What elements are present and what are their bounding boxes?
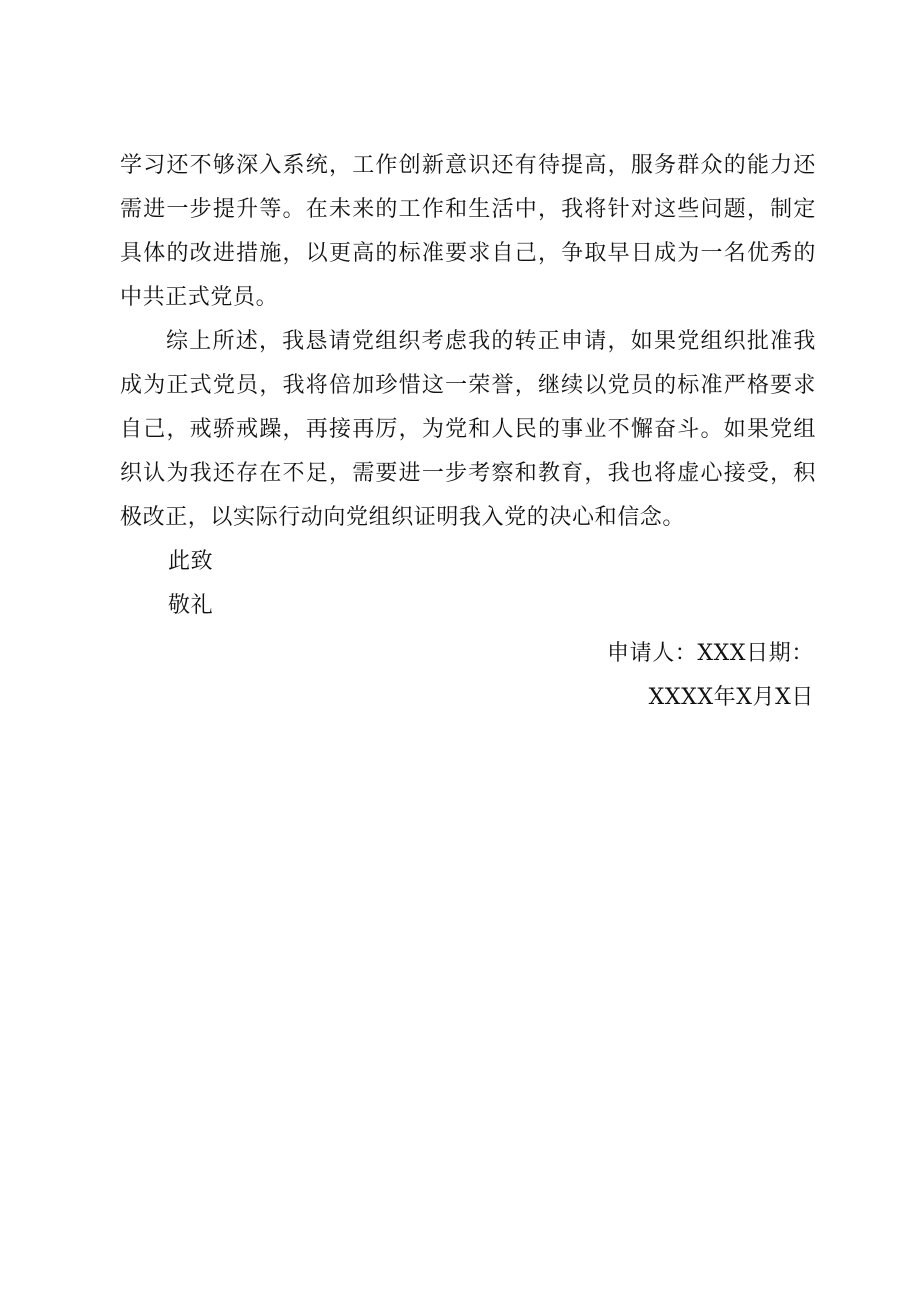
paragraph-conclusion: 综上所述，我恳请党组织考虑我的转正申请，如果党组织批准我成为正式党员，我将倍加珍惜这一荣誉，继续以党员的标准严格要求自己，戒骄戒躁，再接再厉，为党和人民的事业不懈奋斗。如果党组织认为我还存在不足，需要进一步考察和教育，我也将虚心接受，积极改正，以实际行动向党组织证明我入党的决心和信念。 — [120, 329, 816, 530]
closing-regards: 敬礼 — [168, 593, 214, 618]
paragraph-continued: 学习还不够深入系统，工作创新意识还有待提高，服务群众的能力还需进一步提升等。在未来的工作和生活中，我将针对这些问题，制定具体的改进措施，以更高的标准要求自己，争取早日成为一名优秀的中共正式党员。 — [120, 153, 816, 310]
document-body — [120, 144, 816, 720]
applicant-signature: 申请人：XXX日期： — [607, 641, 814, 666]
signature-date: XXXX年X月X日 — [648, 685, 814, 710]
closing-salutation: 此致 — [168, 549, 214, 574]
